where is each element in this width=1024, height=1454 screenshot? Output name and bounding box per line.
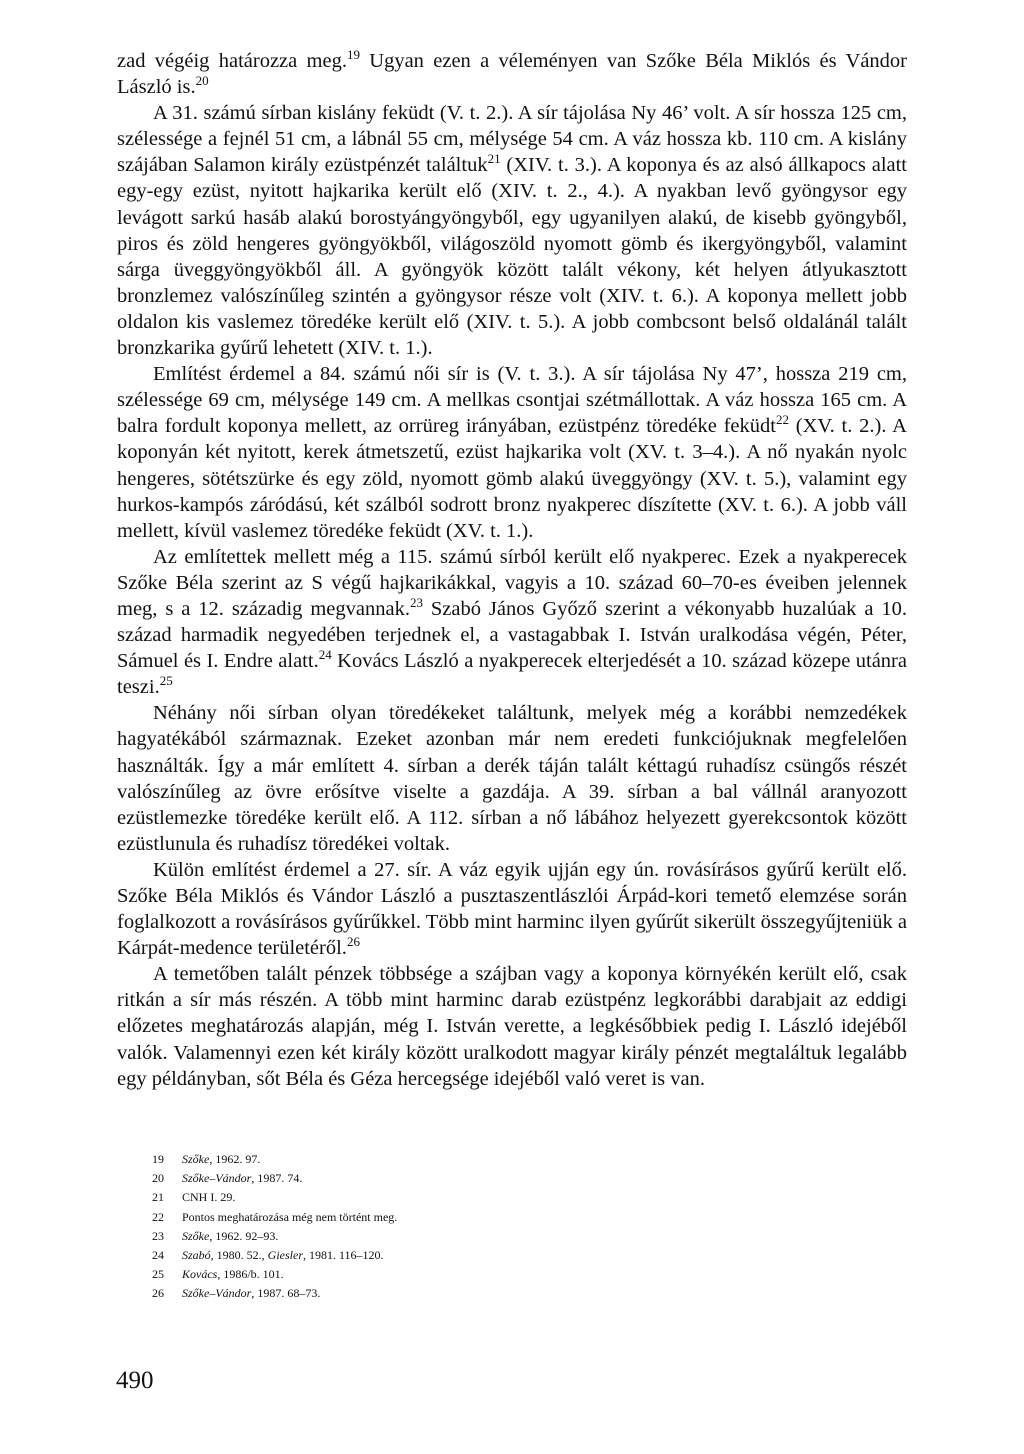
- footnote: [152, 1208, 652, 1227]
- footnote-author: Giesler: [267, 1248, 303, 1263]
- footnote-number: 25: [152, 1267, 164, 1282]
- body-text: [117, 48, 907, 1092]
- paragraph-text: Külön említést érdemel a 27. sír. A váz egyik ujján egy ún. rovásírásos gyűrű került elő. Szőke Béla Miklós és Vándor László a pusztaszentlászlói Árpád-kori temető elemzése során foglalkozott a rovásírásos gyűrűkkel. Több mint harminc ilyen gyűrűt sikerült összegyűjteniük a Kárpát-medence területéről.: [117, 858, 907, 960]
- paragraph-text: Kovács László a nyakperecek elterjedését a 10. század közepe utánra teszi.: [117, 650, 907, 699]
- paragraph-text: Szabó János Győző szerint a vékonyabb huzalúak a 10. század harmadik negyedében terjednek el, a vastagabbak I. István uralkodása végén, Péter, Sámuel és I. Endre alatt.: [117, 597, 908, 673]
- paragraph-text: zad végéig határozza meg.: [117, 50, 347, 72]
- footnote-citation: Pontos meghatározása még nem történt meg.: [182, 1209, 398, 1224]
- footnote-text: [182, 1246, 384, 1265]
- paragraph: [117, 361, 907, 544]
- footnote-ref: 21: [487, 151, 501, 167]
- paragraph: [117, 100, 907, 361]
- page-number: 490: [116, 1367, 154, 1394]
- paragraph: [117, 857, 907, 961]
- footnote-ref: 20: [195, 73, 209, 89]
- footnote-text: [182, 1150, 260, 1169]
- paragraph: [117, 48, 907, 100]
- paragraph-text: Néhány női sírban olyan töredékeket találtunk, melyek még a korábbi nemzedékek hagyatékából származnak. Ezeket azonban már nem eredeti funkciójuknak megfelelően használták. Így a már említett 4. sírban a derék táján talált kéttagú ruhadísz csüngős részét valószínűleg az övre erősítve viselte a gazdája. A 39. sírban a bal vállnál aranyozott ezüstlemezke töredéke került elő. A 112. sírban a nő lábához helyezett gyerekcsontok között ezüstlunula és ruhadísz töredékei voltak.: [117, 702, 907, 855]
- footnote-citation: , 1987. 68–73.: [251, 1286, 321, 1301]
- paragraph-text: A temetőben talált pénzek többsége a szájban vagy a koponya környékén került elő, csak ritkán a sír más részén. A több mint harminc darab ezüstpénz legkorábbi darabjait az eddigi előzetes meghatározás alapján, még I. István verette, a legkésőbbiek pedig I. László idejéből valók. Valamennyi ezen két király között uralkodott magyar király pénzét megtaláltuk legalább egy példányban, sőt Béla és Géza hercegsége idejéből való veret is van.: [117, 963, 907, 1090]
- footnote-citation: CNH I. 29.: [182, 1190, 236, 1205]
- paragraph: [117, 700, 907, 857]
- footnote-author: Kovács: [182, 1267, 218, 1282]
- footnote: [152, 1284, 652, 1303]
- footnote-ref: 26: [346, 934, 360, 950]
- footnote: [152, 1227, 652, 1246]
- footnote: [152, 1169, 652, 1188]
- footnote-author: Szőke: [182, 1152, 210, 1166]
- footnote-number: 20: [152, 1171, 164, 1186]
- footnote: [152, 1150, 652, 1169]
- footnote-number: 22: [152, 1209, 164, 1224]
- footnote-number: 23: [152, 1228, 164, 1243]
- footnote-ref: 23: [409, 594, 423, 610]
- footnote-author: Szőke–Vándor: [182, 1171, 252, 1186]
- footnote-text: [182, 1284, 320, 1303]
- footnote-number: 19: [152, 1152, 164, 1166]
- footnote-text: [182, 1208, 397, 1227]
- footnote-ref: 24: [318, 647, 332, 663]
- paragraph-text: Ugyan ezen a véleményen van Szőke Béla Miklós és Vándor László is.: [117, 50, 907, 99]
- paragraph: [117, 961, 907, 1091]
- paragraph: [117, 544, 907, 701]
- footnote-ref: 22: [775, 412, 789, 428]
- footnote-author: Szőke–Vándor: [182, 1286, 252, 1301]
- footnote: [152, 1246, 652, 1265]
- footnote-text: [182, 1169, 302, 1188]
- footnote-text: [182, 1188, 235, 1207]
- footnote-text: [182, 1265, 284, 1284]
- footnote: [152, 1188, 652, 1207]
- paragraph-text: (XV. t. 2.). A koponyán két nyitott, kerek átmetszetű, ezüst hajkarika volt (XV. t. 3–4.). A nő nyakán nyolc hengeres, sötétszürke és egy zöld, nyomott gömb alakú üveggyöngy (XV. t. 5.), valamint egy hurkos-kampós záródású, két szálból sodrott bronz nyakperec díszítette (XV. t. 6.). A jobb váll mellett, kívül vaslemez töredéke feküdt (XV. t. 1.).: [117, 415, 907, 542]
- footnote: [152, 1265, 652, 1284]
- paragraph-text: Az említettek mellett még a 115. számú sírból került elő nyakperec. Ezek a nyakperecek Szőke Béla szerint az S végű hajkarikákkal, vagyis a 10. század 60–70-es éveiben jelennek meg, s a 12. századig megvannak.: [117, 545, 907, 620]
- footnote-ref: 19: [346, 46, 360, 62]
- footnote-author: Szőke: [182, 1228, 210, 1243]
- paragraph-text: A 31. számú sírban kislány feküdt (V. t. 2.). A sír tájolása Ny 46’ volt. A sír hossza 125 cm, szélessége a fejnél 51 cm, a lábnál 55 cm, mélysége 54 cm. A váz hossza kb. 110 cm. A kislány szájában Salamon király ezüstpénzét találtuk: [117, 102, 907, 177]
- footnote-citation: , 1981. 116–120.: [303, 1248, 384, 1263]
- footnotes: [152, 1150, 652, 1304]
- footnote-author: Szabó: [182, 1248, 211, 1263]
- footnote-citation: , 1980. 52.,: [210, 1248, 268, 1263]
- footnote-number: 21: [152, 1190, 164, 1205]
- footnote-text: [182, 1227, 278, 1246]
- footnote-number: 26: [152, 1286, 164, 1301]
- footnote-citation: , 1962. 97.: [209, 1152, 261, 1166]
- paragraph-text: Említést érdemel a 84. számú női sír is (V. t. 3.). A sír tájolása Ny 47’, hossza 219 cm, szélessége 69 cm, mélysége 149 cm. A mellkas csontjai szétmállottak. A váz hossza 165 cm. A balra fordult koponya mellett, az orrüreg irányában, ezüstpénz töredéke feküdt: [117, 363, 907, 438]
- footnote-citation: , 1962. 92–93.: [209, 1228, 279, 1243]
- footnote-ref: 25: [159, 673, 173, 689]
- footnote-number: 24: [152, 1248, 164, 1263]
- footnote-citation: , 1986/b. 101.: [217, 1267, 284, 1282]
- footnote-citation: , 1987. 74.: [251, 1171, 303, 1186]
- paragraph-text: (XIV. t. 3.). A koponya és az alsó állkapocs alatt egy-egy ezüst, nyitott hajkarika került elő (XIV. t. 2., 4.). A nyakban levő gyöngysor egy levágott sarkú hasáb alakú borostyángyöngyből, egy ugyanilyen alakú, de kisebb gyöngyből, piros és zöld hengeres gyöngyökből, világoszöld nyomott gömb és ikergyöngyből, valamint sárga üveggyöngyökből áll. A gyöngyök között talált vékony, két helyen átlyukasztott bronzlemez valószínűleg szintén a gyöngysor része volt (XIV. t. 6.). A koponya mellett jobb oldalon kis vaslemez töredéke került elő (XIV. t. 5.). A jobb combcsont belső oldalánál talált bronzkarika gyűrű lehetett (XIV. t. 1.).: [117, 154, 908, 360]
